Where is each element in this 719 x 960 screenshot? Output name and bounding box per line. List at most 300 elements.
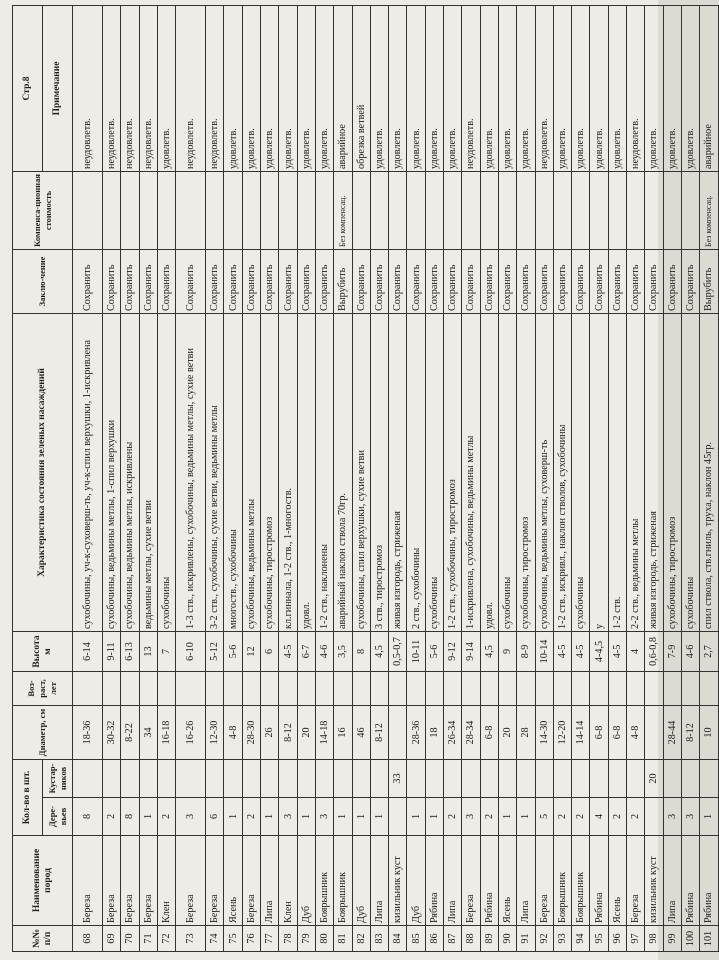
- cell-row-number: 85: [407, 926, 425, 952]
- cell-condition: сухобочины: [572, 313, 590, 631]
- cell-age: [608, 671, 626, 705]
- header-name: Наименование пород: [13, 836, 73, 926]
- cell-diameter: 16-18: [157, 705, 175, 759]
- cell-shrub-count: [139, 759, 157, 797]
- cell-conclusion: Сохранить: [480, 249, 498, 313]
- cell-row-number: 90: [498, 926, 516, 952]
- cell-row-number: 94: [572, 926, 590, 952]
- cell-species-name: Рябина: [700, 836, 718, 926]
- cell-note: неудовлетв.: [121, 5, 139, 171]
- cell-height: 7: [157, 631, 175, 671]
- header-num: №№ п/п: [13, 926, 73, 952]
- cell-shrub-count: [425, 759, 443, 797]
- cell-height: 4-4,5: [590, 631, 608, 671]
- cell-diameter: 4-8: [627, 705, 645, 759]
- cell-note: удовлетв.: [480, 5, 498, 171]
- table-row: [297, 5, 315, 951]
- cell-note: удовлетв.: [157, 5, 175, 171]
- cell-shrub-count: [498, 759, 516, 797]
- cell-age: [645, 671, 663, 705]
- cell-condition: ведьмины метлы, сухие ветви: [139, 313, 157, 631]
- cell-diameter: 8-12: [279, 705, 297, 759]
- cell-species-name: кизильник куст: [645, 836, 663, 926]
- cell-compensation: [73, 171, 103, 249]
- cell-condition: сухобочины, тиростромоз: [517, 313, 535, 631]
- cell-diameter: 34: [139, 705, 157, 759]
- cell-tree-count: 3: [315, 798, 333, 836]
- cell-conclusion: Сохранить: [261, 249, 279, 313]
- cell-shrub-count: [572, 759, 590, 797]
- cell-diameter: 10: [700, 705, 718, 759]
- cell-age: [157, 671, 175, 705]
- cell-height: 6-7: [297, 631, 315, 671]
- cell-age: [553, 671, 571, 705]
- cell-conclusion: Сохранить: [681, 249, 699, 313]
- cell-compensation: [315, 171, 333, 249]
- cell-height: 9-12: [444, 631, 462, 671]
- cell-conclusion: Сохранить: [279, 249, 297, 313]
- cell-conclusion: Сохранить: [157, 249, 175, 313]
- cell-tree-count: 3: [681, 798, 699, 836]
- cell-diameter: 20: [498, 705, 516, 759]
- cell-condition: живая изгородь, стриженая: [645, 313, 663, 631]
- cell-diameter: 28-36: [407, 705, 425, 759]
- cell-conclusion: Сохранить: [389, 249, 407, 313]
- cell-age: [315, 671, 333, 705]
- cell-note: обрезка ветвей: [352, 5, 370, 171]
- cell-age: [121, 671, 139, 705]
- header-condition: Характеристика состояния зеленых насаждений: [13, 313, 73, 631]
- cell-age: [627, 671, 645, 705]
- cell-age: [407, 671, 425, 705]
- cell-shrub-count: [121, 759, 139, 797]
- cell-tree-count: 4: [590, 798, 608, 836]
- table-row: [279, 5, 297, 951]
- header-qty-shrubs: Кустар-ников: [43, 759, 73, 797]
- cell-age: [517, 671, 535, 705]
- header-height: Высота м: [13, 631, 73, 671]
- cell-tree-count: 1: [517, 798, 535, 836]
- cell-species-name: Береза: [121, 836, 139, 926]
- cell-species-name: Клен: [279, 836, 297, 926]
- cell-tree-count: 1: [425, 798, 443, 836]
- cell-tree-count: 1: [700, 798, 718, 836]
- cell-row-number: 79: [297, 926, 315, 952]
- cell-conclusion: Сохранить: [139, 249, 157, 313]
- cell-note: удовлетв.: [261, 5, 279, 171]
- table-row: [407, 5, 425, 951]
- table-row: [121, 5, 139, 951]
- cell-shrub-count: [73, 759, 103, 797]
- cell-shrub-count: [407, 759, 425, 797]
- cell-age: [700, 671, 718, 705]
- cell-row-number: 69: [103, 926, 121, 952]
- cell-note: удовлетв.: [517, 5, 535, 171]
- cell-shrub-count: [462, 759, 480, 797]
- cell-age: [681, 671, 699, 705]
- cell-height: 6-14: [73, 631, 103, 671]
- cell-row-number: 73: [176, 926, 206, 952]
- table-row: [681, 5, 699, 951]
- cell-species-name: Липа: [517, 836, 535, 926]
- cell-tree-count: 1: [352, 798, 370, 836]
- cell-condition: 1-2 ств., искривл., наклон стволов, сухобочины: [553, 313, 571, 631]
- cell-diameter: 46: [352, 705, 370, 759]
- cell-compensation: [224, 171, 242, 249]
- cell-conclusion: Сохранить: [103, 249, 121, 313]
- cell-condition: сухобочины, ведьмины метлы, искривлены: [121, 313, 139, 631]
- cell-note: неудовлетв.: [535, 5, 553, 171]
- table-row: [73, 5, 103, 951]
- cell-species-name: Дуб: [352, 836, 370, 926]
- cell-age: [370, 671, 388, 705]
- cell-compensation: [462, 171, 480, 249]
- cell-note: неудовлетв.: [139, 5, 157, 171]
- cell-row-number: 84: [389, 926, 407, 952]
- cell-row-number: 89: [480, 926, 498, 952]
- cell-condition: сухобочины: [157, 313, 175, 631]
- table-body: [73, 5, 719, 951]
- cell-shrub-count: [157, 759, 175, 797]
- cell-shrub-count: [334, 759, 352, 797]
- cell-diameter: 28-34: [462, 705, 480, 759]
- cell-height: 4,5: [480, 631, 498, 671]
- cell-diameter: 26-34: [444, 705, 462, 759]
- cell-compensation: [242, 171, 260, 249]
- cell-condition: 2-2 ств., ведьмины метлы: [627, 313, 645, 631]
- cell-diameter: 28-44: [663, 705, 681, 759]
- cell-species-name: Рябина: [681, 836, 699, 926]
- table-row: [315, 5, 333, 951]
- cell-condition: 1-3 ств., искривлены, сухобочины, ведьмины метлы, сухие ветви: [176, 313, 206, 631]
- cell-row-number: 77: [261, 926, 279, 952]
- cell-shrub-count: [608, 759, 626, 797]
- cell-shrub-count: [590, 759, 608, 797]
- cell-row-number: 91: [517, 926, 535, 952]
- cell-height: 9: [498, 631, 516, 671]
- cell-compensation: Без компенсац.: [334, 171, 352, 249]
- cell-species-name: кизильник куст: [389, 836, 407, 926]
- cell-age: [389, 671, 407, 705]
- cell-tree-count: 1: [334, 798, 352, 836]
- cell-height: 3,5: [334, 631, 352, 671]
- cell-note: удовлетв.: [315, 5, 333, 171]
- header-compensation: Компенса-ционная стоимость: [13, 171, 73, 249]
- cell-row-number: 78: [279, 926, 297, 952]
- cell-compensation: Без компенсац.: [700, 171, 718, 249]
- cell-height: 5-6: [224, 631, 242, 671]
- cell-age: [279, 671, 297, 705]
- cell-note: неудовлетв.: [103, 5, 121, 171]
- cell-diameter: 18-36: [73, 705, 103, 759]
- cell-row-number: 68: [73, 926, 103, 952]
- cell-tree-count: 2: [480, 798, 498, 836]
- cell-row-number: 96: [608, 926, 626, 952]
- cell-condition: 1-2 ств.: [608, 313, 626, 631]
- cell-height: 0,5-0,7: [389, 631, 407, 671]
- cell-tree-count: 2: [608, 798, 626, 836]
- cell-height: 10-11: [407, 631, 425, 671]
- cell-diameter: 20: [297, 705, 315, 759]
- cell-compensation: [352, 171, 370, 249]
- cell-age: [261, 671, 279, 705]
- cell-row-number: 92: [535, 926, 553, 952]
- cell-tree-count: 3: [462, 798, 480, 836]
- table-row: [535, 5, 553, 951]
- cell-height: 7-9: [663, 631, 681, 671]
- cell-height: 10-14: [535, 631, 553, 671]
- cell-condition: 3 ств., тиростромоз: [370, 313, 388, 631]
- cell-height: 5-6: [425, 631, 443, 671]
- cell-condition: сухобочины, уч-к-суховерш-ть, уч-к-спил верхушки, 1-искривлена: [73, 313, 103, 631]
- cell-diameter: 6-8: [608, 705, 626, 759]
- cell-note: удовлетв.: [224, 5, 242, 171]
- cell-row-number: 82: [352, 926, 370, 952]
- table-row: [645, 5, 663, 951]
- cell-tree-count: [645, 798, 663, 836]
- cell-condition: 1-2 ств., сухобочины, тиростромоз: [444, 313, 462, 631]
- cell-row-number: 83: [370, 926, 388, 952]
- cell-note: удовлетв.: [553, 5, 571, 171]
- cell-conclusion: Сохранить: [627, 249, 645, 313]
- cell-shrub-count: [444, 759, 462, 797]
- cell-age: [139, 671, 157, 705]
- cell-row-number: 93: [553, 926, 571, 952]
- cell-condition: сухобочины, ведьмины метлы, суховерш-ть: [535, 313, 553, 631]
- cell-tree-count: 1: [407, 798, 425, 836]
- cell-note: неудовлетв.: [176, 5, 206, 171]
- cell-note: удовлетв.: [663, 5, 681, 171]
- cell-note: удовлетв.: [590, 5, 608, 171]
- cell-tree-count: 8: [73, 798, 103, 836]
- cell-species-name: Дуб: [297, 836, 315, 926]
- cell-species-name: Береза: [139, 836, 157, 926]
- cell-shrub-count: [279, 759, 297, 797]
- cell-compensation: [139, 171, 157, 249]
- cell-species-name: Липа: [370, 836, 388, 926]
- cell-height: 5-12: [206, 631, 224, 671]
- cell-row-number: 75: [224, 926, 242, 952]
- cell-tree-count: 2: [103, 798, 121, 836]
- cell-condition: живая изгородь, стриженая: [389, 313, 407, 631]
- cell-conclusion: Сохранить: [645, 249, 663, 313]
- cell-diameter: [389, 705, 407, 759]
- cell-row-number: 71: [139, 926, 157, 952]
- cell-tree-count: 1: [261, 798, 279, 836]
- cell-row-number: 95: [590, 926, 608, 952]
- cell-note: удовлетв.: [572, 5, 590, 171]
- cell-condition: 3-2 ств., сухобочины, сухие ветви, ведьмины метлы: [206, 313, 224, 631]
- cell-height: 6-13: [121, 631, 139, 671]
- cell-conclusion: Сохранить: [535, 249, 553, 313]
- cell-species-name: Ясень: [224, 836, 242, 926]
- cell-tree-count: 1: [370, 798, 388, 836]
- cell-height: 9-14: [462, 631, 480, 671]
- cell-height: 2,7: [700, 631, 718, 671]
- table-row: [157, 5, 175, 951]
- cell-species-name: Береза: [242, 836, 260, 926]
- cell-age: [535, 671, 553, 705]
- cell-note: удовлетв.: [297, 5, 315, 171]
- cell-height: 9-11: [103, 631, 121, 671]
- cell-note: неудовлетв.: [462, 5, 480, 171]
- table-row: [139, 5, 157, 951]
- cell-condition: спил ствола, ств.гниль, труха, наклон 45гр.: [700, 313, 718, 631]
- cell-note: удовлетв.: [645, 5, 663, 171]
- header-qty: Кол-во в шт.: [13, 759, 43, 835]
- table-row: [224, 5, 242, 951]
- cell-diameter: 4-8: [224, 705, 242, 759]
- cell-species-name: Ясень: [498, 836, 516, 926]
- table-row: [462, 5, 480, 951]
- cell-condition: сухобочины, ведьмины метлы: [242, 313, 260, 631]
- cell-tree-count: 2: [572, 798, 590, 836]
- cell-age: [103, 671, 121, 705]
- cell-condition: сухобочины: [498, 313, 516, 631]
- cell-note: удовлетв.: [279, 5, 297, 171]
- cell-note: аварийное: [700, 5, 718, 171]
- cell-age: [224, 671, 242, 705]
- cell-species-name: Береза: [103, 836, 121, 926]
- cell-species-name: Липа: [261, 836, 279, 926]
- cell-age: [73, 671, 103, 705]
- cell-age: [590, 671, 608, 705]
- cell-row-number: 74: [206, 926, 224, 952]
- table-row: [553, 5, 571, 951]
- table-row: [425, 5, 443, 951]
- cell-row-number: 72: [157, 926, 175, 952]
- cell-diameter: 14-30: [535, 705, 553, 759]
- cell-note: неудовлетв.: [73, 5, 103, 171]
- cell-compensation: [176, 171, 206, 249]
- cell-compensation: [663, 171, 681, 249]
- cell-diameter: 6-8: [480, 705, 498, 759]
- cell-diameter: 6-8: [590, 705, 608, 759]
- cell-diameter: 12-30: [206, 705, 224, 759]
- cell-conclusion: Сохранить: [517, 249, 535, 313]
- cell-compensation: [407, 171, 425, 249]
- cell-note: аварийное: [334, 5, 352, 171]
- cell-compensation: [444, 171, 462, 249]
- table-row: [206, 5, 224, 951]
- cell-condition: аварийный наклон ствола 70гр.: [334, 313, 352, 631]
- cell-diameter: 26: [261, 705, 279, 759]
- cell-conclusion: Вырубить: [334, 249, 352, 313]
- cell-height: 4-5: [279, 631, 297, 671]
- cell-diameter: 14-18: [315, 705, 333, 759]
- cell-row-number: 98: [645, 926, 663, 952]
- cell-diameter: 14-14: [572, 705, 590, 759]
- cell-tree-count: 2: [444, 798, 462, 836]
- table-row: [444, 5, 462, 951]
- cell-tree-count: 2: [553, 798, 571, 836]
- table-row: [103, 5, 121, 951]
- cell-compensation: [572, 171, 590, 249]
- cell-diameter: 28-30: [242, 705, 260, 759]
- cell-species-name: Липа: [663, 836, 681, 926]
- cell-shrub-count: [224, 759, 242, 797]
- cell-conclusion: Сохранить: [553, 249, 571, 313]
- cell-conclusion: Сохранить: [608, 249, 626, 313]
- cell-height: 6: [261, 631, 279, 671]
- cell-condition: многоств., сухобочины: [224, 313, 242, 631]
- cell-tree-count: [389, 798, 407, 836]
- cell-condition: сухобочины: [681, 313, 699, 631]
- cell-species-name: Боярышник: [572, 836, 590, 926]
- cell-shrub-count: [352, 759, 370, 797]
- cell-height: 4-6: [315, 631, 333, 671]
- cell-age: [352, 671, 370, 705]
- cell-diameter: 18: [425, 705, 443, 759]
- cell-age: [572, 671, 590, 705]
- cell-conclusion: Сохранить: [663, 249, 681, 313]
- cell-age: [425, 671, 443, 705]
- inventory-table: [12, 5, 719, 952]
- cell-conclusion: Сохранить: [121, 249, 139, 313]
- table-row: [608, 5, 626, 951]
- cell-shrub-count: [297, 759, 315, 797]
- table-row: [572, 5, 590, 951]
- cell-conclusion: Сохранить: [590, 249, 608, 313]
- cell-height: 4,5: [370, 631, 388, 671]
- cell-height: 4-5: [608, 631, 626, 671]
- cell-tree-count: 1: [139, 798, 157, 836]
- cell-compensation: [681, 171, 699, 249]
- cell-conclusion: Сохранить: [73, 249, 103, 313]
- cell-age: [206, 671, 224, 705]
- cell-age: [242, 671, 260, 705]
- cell-compensation: [535, 171, 553, 249]
- page-label: Стр.8: [13, 5, 43, 171]
- cell-diameter: 16-26: [176, 705, 206, 759]
- cell-compensation: [261, 171, 279, 249]
- cell-note: удовлетв.: [444, 5, 462, 171]
- cell-species-name: Боярышник: [315, 836, 333, 926]
- cell-conclusion: Сохранить: [224, 249, 242, 313]
- cell-row-number: 97: [627, 926, 645, 952]
- cell-conclusion: Сохранить: [297, 249, 315, 313]
- cell-species-name: Рябина: [480, 836, 498, 926]
- cell-compensation: [608, 171, 626, 249]
- cell-tree-count: 1: [224, 798, 242, 836]
- cell-species-name: Береза: [535, 836, 553, 926]
- cell-note: удовлетв.: [608, 5, 626, 171]
- cell-condition: сухобочины: [425, 313, 443, 631]
- cell-condition: удовл.: [480, 313, 498, 631]
- table-row: [480, 5, 498, 951]
- cell-conclusion: Сохранить: [242, 249, 260, 313]
- cell-shrub-count: [535, 759, 553, 797]
- header-note: Примечание: [43, 5, 73, 171]
- cell-row-number: 87: [444, 926, 462, 952]
- cell-condition: 1-искривлена, сухобочины, ведьмины метлы: [462, 313, 480, 631]
- table-row: [498, 5, 516, 951]
- cell-species-name: Липа: [444, 836, 462, 926]
- cell-height: 12: [242, 631, 260, 671]
- cell-tree-count: 2: [157, 798, 175, 836]
- cell-shrub-count: [315, 759, 333, 797]
- cell-condition: 2 ств., сухобочины: [407, 313, 425, 631]
- cell-compensation: [389, 171, 407, 249]
- cell-row-number: 100: [681, 926, 699, 952]
- cell-conclusion: Сохранить: [444, 249, 462, 313]
- header-diameter: Диаметр, см: [13, 705, 73, 759]
- cell-age: [663, 671, 681, 705]
- cell-note: удовлетв.: [389, 5, 407, 171]
- cell-shrub-count: [370, 759, 388, 797]
- cell-shrub-count: [517, 759, 535, 797]
- cell-species-name: Береза: [73, 836, 103, 926]
